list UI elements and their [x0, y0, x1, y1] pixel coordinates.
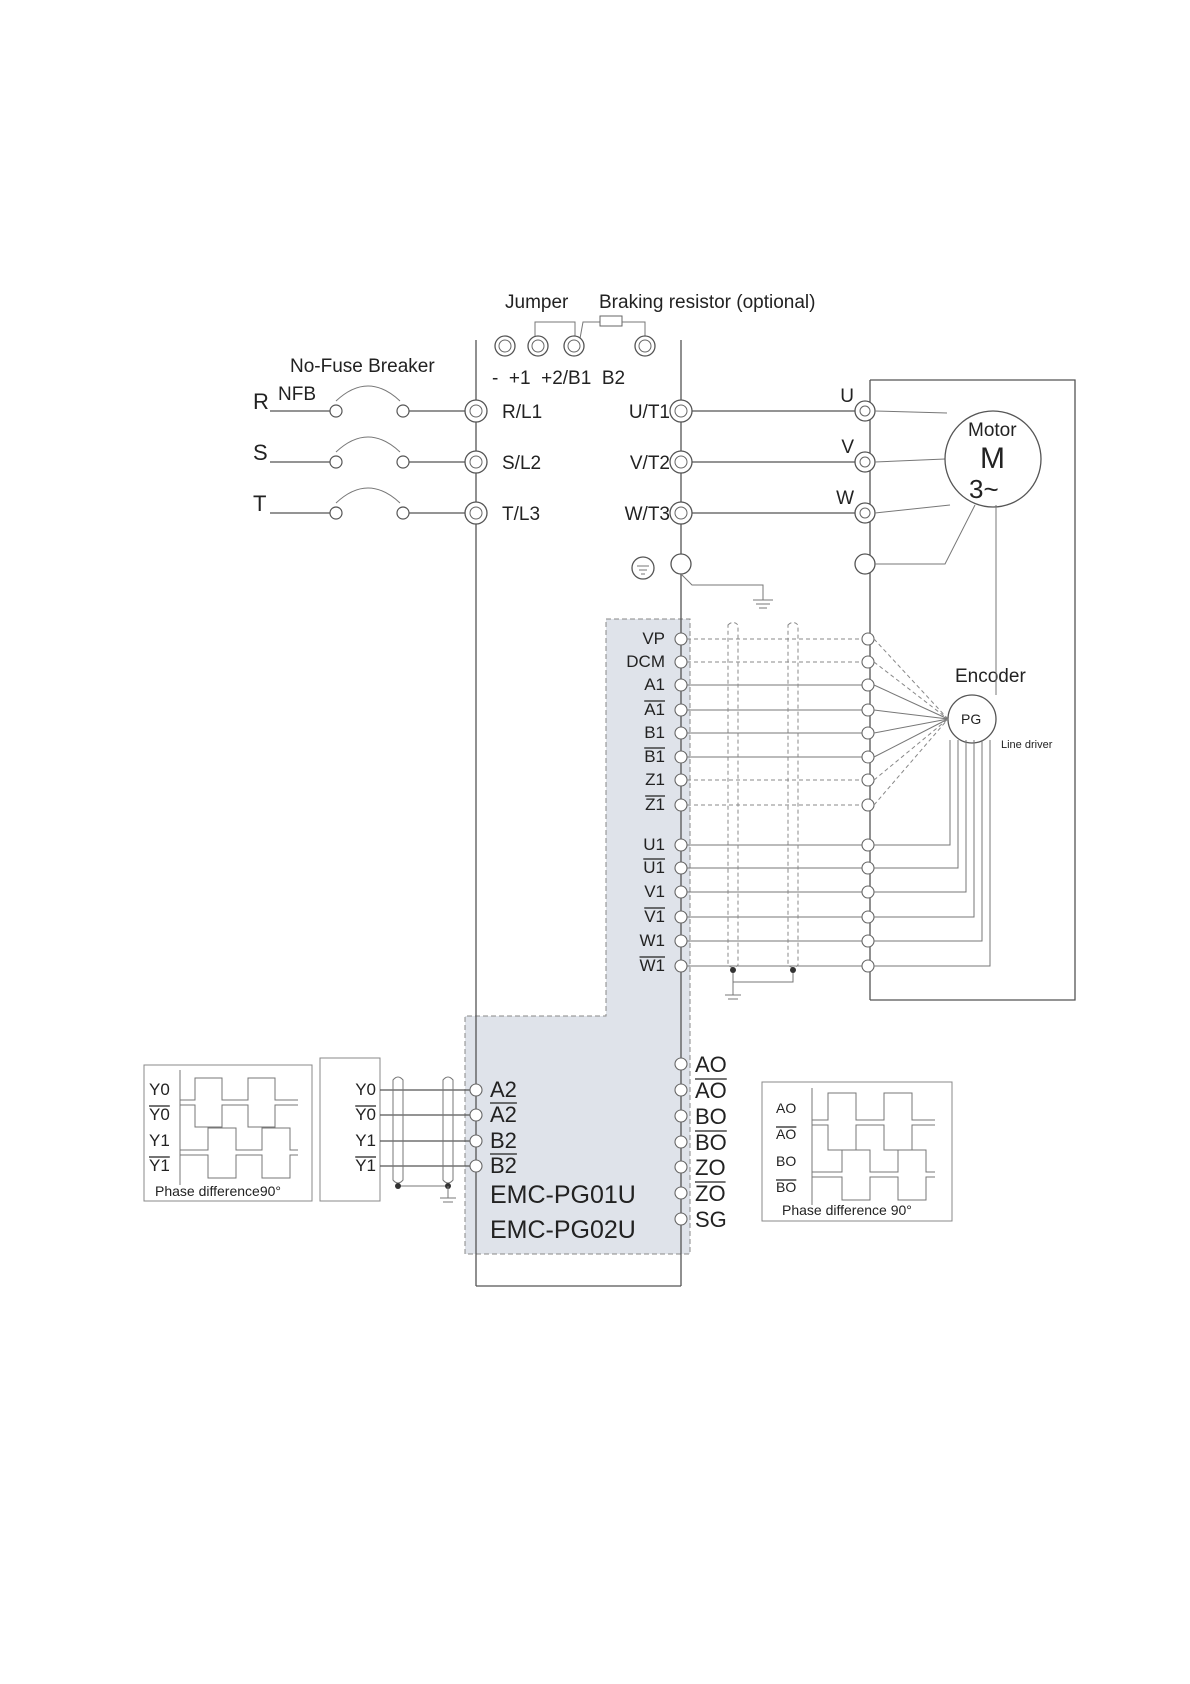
motor-m-label: M — [980, 442, 1005, 475]
pg-terminal-label: U1 — [643, 835, 665, 854]
breaker-arc — [336, 386, 400, 401]
pulse-input-label: B2 — [490, 1128, 517, 1153]
encoder-side-terminal — [862, 886, 874, 898]
pg-label: PG — [961, 711, 982, 727]
braking-resistor-symbol — [600, 316, 622, 326]
drive-output-terminal-inner — [675, 456, 687, 468]
encoder-fan-wire — [874, 639, 948, 719]
pulse-output-label: SG — [695, 1207, 727, 1232]
pulse-input-terminal — [470, 1160, 482, 1172]
pg-terminal-rows — [626, 629, 990, 975]
breaker-contact — [330, 456, 342, 468]
drive-output-label: U/T1 — [628, 402, 670, 423]
pg-terminal-label: Z1 — [645, 770, 665, 789]
breaker-contact — [397, 456, 409, 468]
encoder-fan-wire — [874, 719, 948, 733]
drive-input-terminal-inner — [470, 456, 482, 468]
drive-output-label: V/T2 — [629, 453, 670, 474]
encoder-label: Encoder — [955, 666, 1026, 687]
pulse-output-terminal — [675, 1058, 687, 1070]
encoder-commutation-wire — [874, 740, 974, 917]
pulse-input-label: B2 — [490, 1153, 517, 1178]
encoder-side-terminal — [862, 774, 874, 786]
motor-phase-label: 3~ — [969, 474, 999, 504]
dc-terminal-labels: - +1 +2/B1 B2 — [492, 368, 626, 389]
pg-terminal — [675, 960, 687, 972]
pg-terminal — [675, 679, 687, 691]
output-waveform-label: BO — [776, 1179, 797, 1195]
encoder-fan-wire — [874, 719, 948, 757]
motor-lead — [875, 459, 945, 462]
nfb-label: NFB — [278, 384, 316, 405]
pulse-output-label: ZO — [695, 1155, 726, 1180]
pg-terminal-label: V1 — [644, 907, 665, 926]
pg-terminal — [675, 799, 687, 811]
encoder-side-terminal — [862, 704, 874, 716]
encoder-side-terminal — [862, 862, 874, 874]
source-waveform-label: Y1 — [149, 1156, 170, 1175]
no-fuse-breaker-label: No-Fuse Breaker — [290, 356, 435, 377]
supply-rows — [253, 386, 950, 525]
jumper-label: Jumper — [505, 292, 569, 313]
supply-label-t: T — [253, 491, 267, 516]
breaker-arc — [336, 488, 400, 503]
encoder-side-terminal — [862, 633, 874, 645]
pg-terminal-label: U1 — [643, 858, 665, 877]
pulse-output-terminal — [675, 1136, 687, 1148]
pg-terminal — [675, 751, 687, 763]
encoder-side-terminal — [862, 911, 874, 923]
pg-terminal-label: DCM — [626, 652, 665, 671]
source-signal-label: Y0 — [355, 1105, 376, 1124]
pg-terminal — [675, 839, 687, 851]
encoder-fan-wire — [874, 719, 948, 805]
output-waveform-label: AO — [776, 1126, 797, 1142]
encoder-side-terminal — [862, 679, 874, 691]
pg-terminal — [675, 935, 687, 947]
pg-terminal-label: A1 — [644, 700, 665, 719]
encoder-fan-wire — [874, 719, 948, 780]
pulse-output-terminal — [675, 1187, 687, 1199]
source-waveform-label: Y0 — [149, 1080, 170, 1099]
drive-output-terminal-inner — [675, 405, 687, 417]
line-driver-label: Line driver — [1001, 739, 1053, 751]
pg-terminal — [675, 633, 687, 645]
pulse-output-label: AO — [695, 1078, 727, 1103]
pulse-output-terminal — [675, 1110, 687, 1122]
pg-terminal — [675, 911, 687, 923]
motor-terminal-label: W — [836, 488, 854, 509]
pg-terminal-label: VP — [642, 629, 665, 648]
pg-terminal-label: Z1 — [645, 795, 665, 814]
phase-diff-left-label: Phase difference90° — [155, 1183, 281, 1199]
pg-terminal — [675, 862, 687, 874]
source-waveform-label: Y0 — [149, 1105, 170, 1124]
output-waveform-label: AO — [776, 1100, 797, 1116]
drive-input-terminal-inner — [470, 507, 482, 519]
pulse-input-label: A2 — [490, 1077, 517, 1102]
motor-terminal-inner — [860, 406, 870, 416]
output-waveform-label: BO — [776, 1153, 797, 1169]
motor-terminal-inner — [860, 457, 870, 467]
pulse-output-label: BO — [695, 1104, 727, 1129]
pg-terminal — [675, 727, 687, 739]
encoder-cable-shields — [725, 623, 798, 1000]
pulse-output-label: ZO — [695, 1181, 726, 1206]
motor-lead — [875, 411, 947, 413]
pg-terminal — [675, 774, 687, 786]
supply-label-s: S — [253, 440, 268, 465]
drive-input-terminal-inner — [470, 405, 482, 417]
drive-input-label: R/L1 — [502, 402, 543, 423]
breaker-contact — [330, 507, 342, 519]
pulse-output-label: BO — [695, 1130, 727, 1155]
source-cable-shields — [393, 1077, 456, 1202]
encoder-commutation-wire — [874, 740, 966, 892]
breaker-contact — [397, 507, 409, 519]
source-waveform-label: Y1 — [149, 1131, 170, 1150]
pg-terminal-label: A1 — [644, 675, 665, 694]
dc-bus-terminals — [495, 336, 655, 356]
source-signal-label: Y1 — [355, 1131, 376, 1150]
pulse-output-terminal — [675, 1084, 687, 1096]
pg-terminal — [675, 656, 687, 668]
pg-terminal-label: W1 — [639, 956, 665, 975]
encoder-side-terminal — [862, 727, 874, 739]
motor-terminal-inner — [860, 508, 870, 518]
encoder-side-terminal — [862, 839, 874, 851]
model-label-1: EMC-PG01U — [490, 1181, 636, 1209]
pg-terminal — [675, 886, 687, 898]
encoder-commutation-wire — [874, 740, 990, 966]
encoder-side-terminal — [862, 935, 874, 947]
pg-terminal-label: B1 — [644, 747, 665, 766]
breaker-contact — [397, 405, 409, 417]
pulse-input-terminal — [470, 1109, 482, 1121]
encoder-side-terminal — [862, 960, 874, 972]
pg-terminal-label: V1 — [644, 882, 665, 901]
drive-output-terminal-inner — [675, 507, 687, 519]
phase-diff-right-label: Phase difference 90° — [782, 1202, 912, 1218]
encoder-side-terminal — [862, 799, 874, 811]
drive-input-label: T/L3 — [502, 504, 541, 525]
motor-terminal-label: U — [840, 386, 854, 407]
pulse-input-terminal — [470, 1084, 482, 1096]
supply-label-r: R — [253, 389, 269, 414]
motor-label: Motor — [968, 420, 1017, 441]
pulse-output-terminal — [675, 1213, 687, 1225]
pulse-input-label: A2 — [490, 1102, 517, 1127]
encoder-side-terminal — [862, 751, 874, 763]
pg-terminal-label: W1 — [639, 931, 665, 950]
pulse-input-terminal — [470, 1135, 482, 1147]
drive-input-label: S/L2 — [502, 453, 542, 474]
pg-terminal-label: B1 — [644, 723, 665, 742]
pulse-output-terminal — [675, 1161, 687, 1173]
breaker-arc — [336, 437, 400, 452]
encoder-side-terminal — [862, 656, 874, 668]
motor-lead — [875, 505, 950, 513]
source-signal-label: Y0 — [355, 1080, 376, 1099]
pg-terminal — [675, 704, 687, 716]
encoder-fan-wire — [874, 685, 948, 719]
encoder-fan-wire — [874, 710, 948, 719]
braking-resistor-label: Braking resistor (optional) — [599, 292, 816, 313]
drive-output-label: W/T3 — [624, 504, 670, 525]
breaker-contact — [330, 405, 342, 417]
source-signal-label: Y1 — [355, 1156, 376, 1175]
pulse-output-label: AO — [695, 1052, 727, 1077]
encoder-commutation-wire — [874, 740, 958, 868]
model-label-2: EMC-PG02U — [490, 1216, 636, 1244]
motor-terminal-label: V — [841, 437, 854, 458]
